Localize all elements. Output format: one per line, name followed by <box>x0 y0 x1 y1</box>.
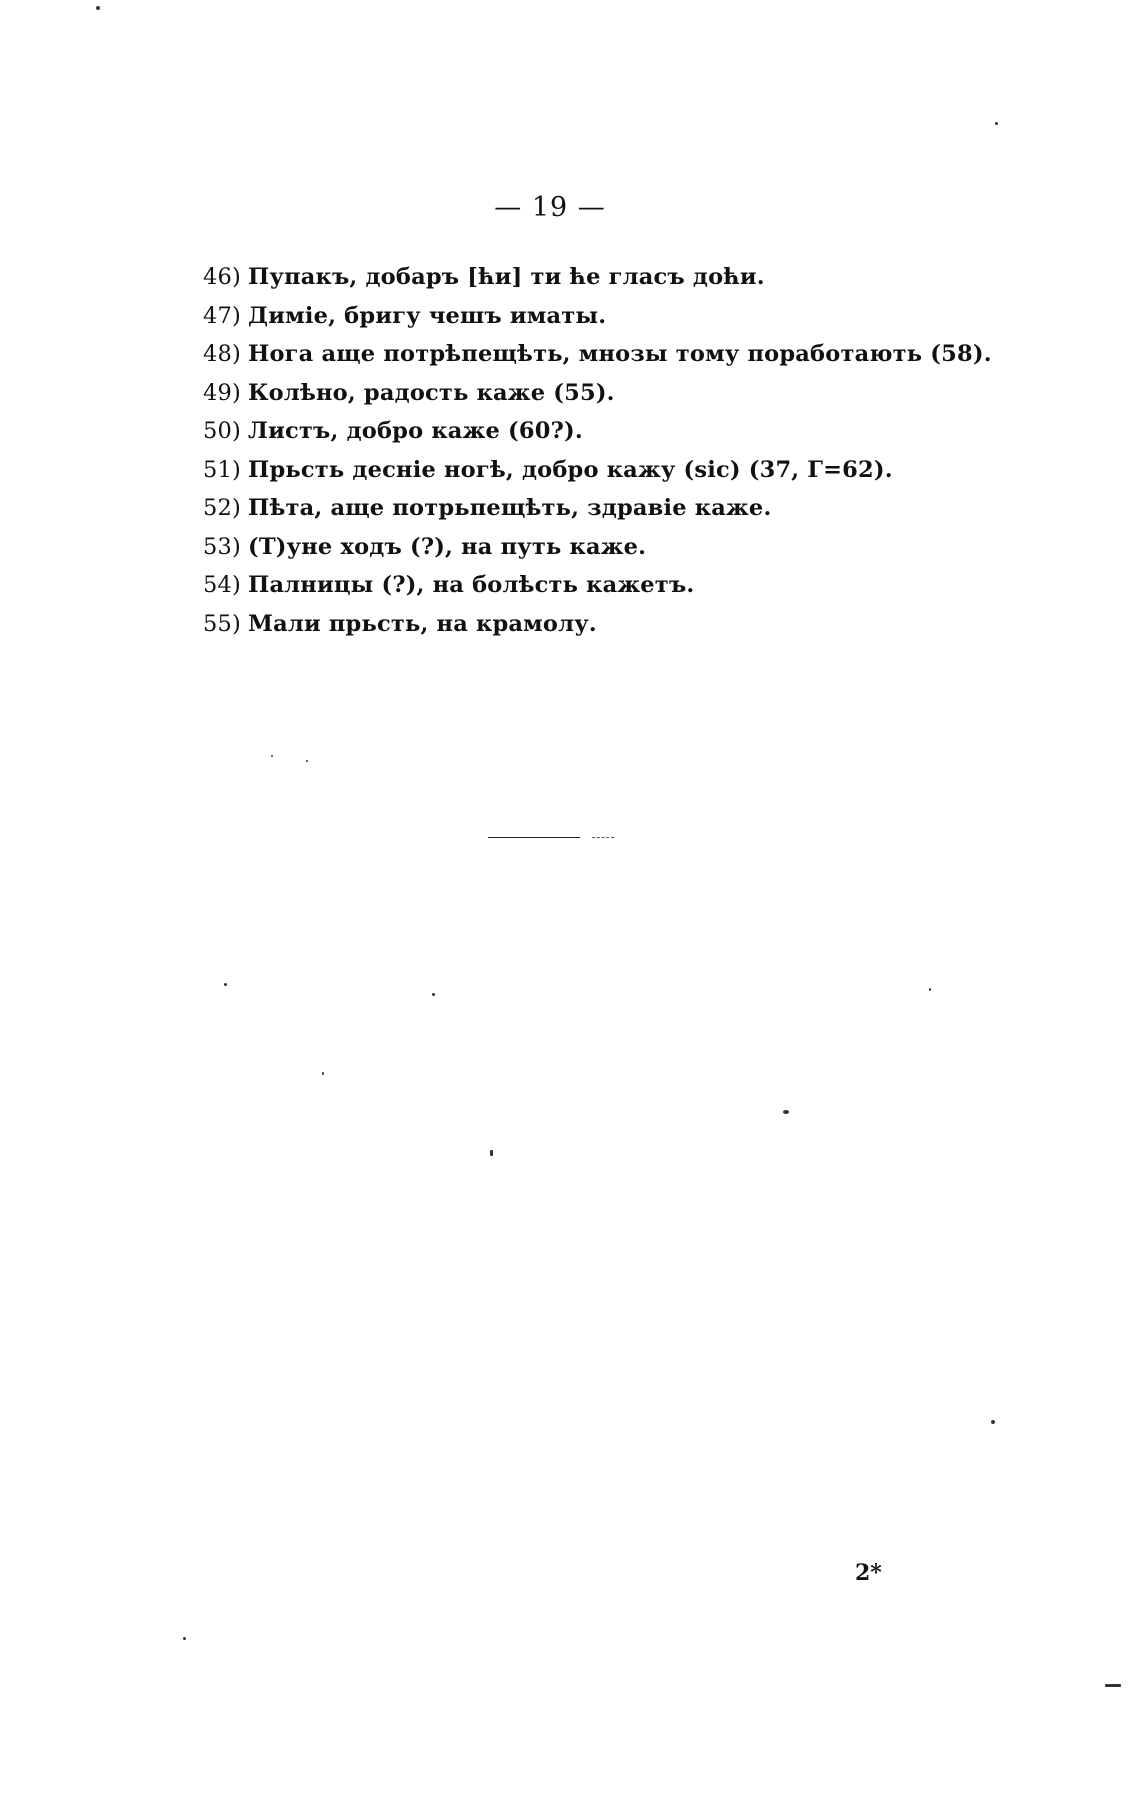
scan-speck <box>306 760 308 762</box>
entry-list <box>203 258 1023 643</box>
page-number: — 19 — <box>494 192 606 223</box>
entry-number: 51) <box>203 456 242 483</box>
list-item <box>203 489 1023 528</box>
entry-text: Пѣта, аще потрьпещѣть, здравiе каже. <box>248 495 772 521</box>
scan-speck <box>96 6 100 10</box>
entry-text: (Т)уне ходъ (?), на путь каже. <box>248 533 647 560</box>
section-divider-dash <box>592 837 614 838</box>
entry-text: Листъ, добро каже (60?). <box>248 418 583 444</box>
entry-number: 50) <box>203 418 242 444</box>
list-item <box>203 566 1023 605</box>
list-item <box>203 258 1023 297</box>
list-item <box>203 451 1023 490</box>
entry-number: 52) <box>203 495 242 521</box>
entry-text: Палницы (?), на болѣсть кажетъ. <box>248 572 695 598</box>
scan-speck <box>183 1637 186 1640</box>
scan-speck <box>1105 1684 1121 1687</box>
entry-text: Пупакъ, добаръ [ћи] ти ће гласъ доћи. <box>248 264 765 290</box>
entry-number: 48) <box>203 341 242 367</box>
scan-speck <box>322 1072 324 1075</box>
scan-speck <box>991 1420 995 1424</box>
list-item <box>203 297 1023 336</box>
scan-speck <box>271 755 273 757</box>
entry-number: 53) <box>203 533 242 560</box>
entry-number: 46) <box>203 264 242 290</box>
list-item <box>203 412 1023 451</box>
entry-text: Нога аще потрѣпещѣть, мнозы тому поработають (58). <box>248 341 992 367</box>
entry-number: 47) <box>203 302 242 329</box>
entry-number: 49) <box>203 379 242 406</box>
scan-speck <box>929 988 931 991</box>
list-item <box>203 335 1023 374</box>
scan-speck <box>995 122 998 125</box>
section-divider <box>488 837 580 838</box>
list-item <box>203 605 1023 644</box>
scan-speck <box>490 1150 493 1156</box>
entry-number: 55) <box>203 610 242 637</box>
entry-text: Колѣно, радость каже (55). <box>248 379 615 406</box>
entry-text: Прьсть деснiе ногѣ, добро кажу (sic) (37, Г=62). <box>248 456 893 483</box>
scan-speck <box>224 983 227 986</box>
scan-speck <box>783 1110 789 1114</box>
list-item <box>203 374 1023 413</box>
entry-text: Мали прьсть, на крамолу. <box>248 610 597 637</box>
list-item <box>203 528 1023 567</box>
signature-mark: 2* <box>855 1560 882 1586</box>
scan-speck <box>432 993 435 996</box>
entry-text: Димiе, бригу чешъ иматы. <box>248 302 607 329</box>
entry-number: 54) <box>203 572 242 598</box>
